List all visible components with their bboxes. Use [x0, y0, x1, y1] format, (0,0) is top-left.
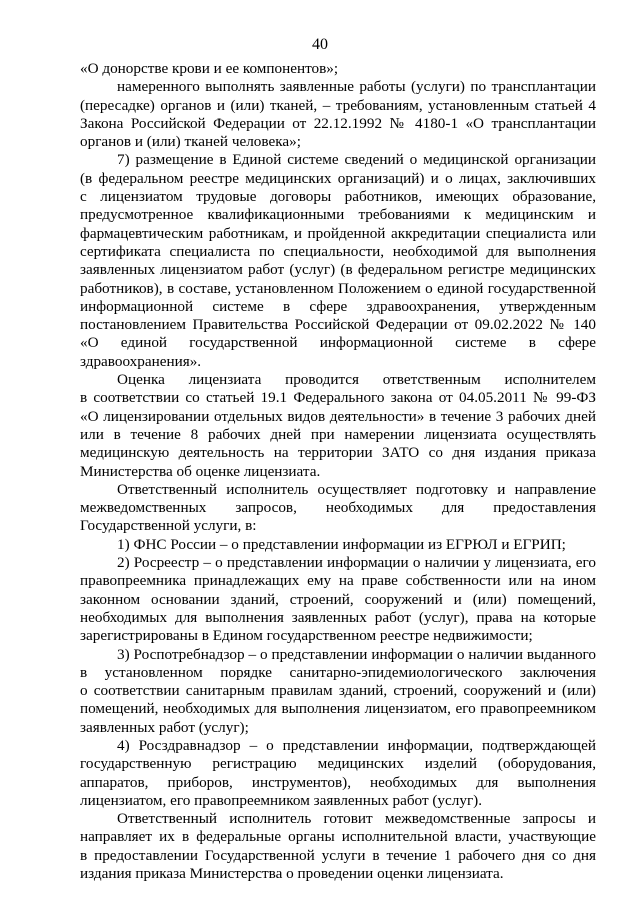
text-line: фармацевтическим работникам, и пройденной аккредитации специалиста или [80, 224, 596, 242]
text-line: Государственной услуги, в: [80, 517, 257, 535]
text-line: государственную регистрацию медицинских изделий (оборудования, [80, 755, 596, 773]
text-line: издания приказа Министерства о проведении оценки лицензиата. [80, 865, 504, 883]
text-line: работников), в составе, установленном Положением о единой государственной [80, 279, 596, 297]
text-line: Ответственный исполнитель осуществляет подготовку и направление [117, 480, 596, 498]
text-line: Министерства об оценке лицензиата. [80, 462, 321, 480]
text-line: 2) Росреестр – о представлении информации о наличии у лицензиата, его [117, 554, 596, 572]
text-line: правопреемника принадлежащих ему на праве собственности или на ином [80, 572, 596, 590]
text-line: здравоохранения». [80, 352, 202, 370]
text-line: постановлением Правительства Российской Федерации от 09.02.2022 № 140 [80, 316, 596, 334]
text-line: лицензиатом, его правопреемником заявленных работ (услуг). [80, 791, 483, 809]
text-line: намеренного выполнять заявленные работы (услуги) по трансплантации [117, 78, 596, 96]
text-line: сертификата специалиста по специальности, необходимой для выполнения [80, 242, 596, 260]
text-line: 7) размещение в Единой системе сведений о медицинской организации [117, 151, 596, 169]
text-line: медицинскую деятельность на территории ЗАТО со дня издания приказа [80, 444, 596, 462]
text-line: направляет их в федеральные органы исполнительной власти, участвующие [80, 828, 596, 846]
text-line: «О лицензировании отдельных видов деятельности» в течение 3 рабочих дней [80, 407, 596, 425]
text-line: зарегистрированы в Едином государственном реестре недвижимости; [80, 627, 533, 645]
text-line: органов и (или) тканей человека»; [80, 133, 301, 151]
text-line: «О единой государственной информационной системе в сфере [80, 334, 596, 352]
text-line: аппаратов, приборов, инструментов), необходимых для выполнения [80, 773, 596, 791]
text-line: 3) Роспотребнадзор – о представлении информации о наличии выданного [117, 645, 596, 663]
text-line: межведомственных запросов, необходимых для предоставления [80, 499, 596, 517]
text-line: Ответственный исполнитель готовит межведомственные запросы и [117, 810, 596, 828]
text-line: в соответствии со статьей 19.1 Федерального закона от 04.05.2011 № 99-ФЗ [80, 389, 596, 407]
text-line: необходимых для выполнения заявленных работ (услуг), права на которые [80, 608, 596, 626]
text-line: (пересадке) органов и (или) тканей, – требованиям, установленным статьей 4 [80, 96, 596, 114]
text-line: (в федеральном реестре медицинских организаций) и о лицах, заключивших [80, 169, 596, 187]
text-line: законном основании зданий, строений, сооружений и (или) помещений, [80, 590, 596, 608]
text-line: 4) Росздравнадзор – о представлении информации, подтверждающей [117, 736, 596, 754]
text-line: о соответствии санитарным правилам зданий, строений, сооружений и (или) [80, 682, 596, 700]
text-line: Оценка лицензиата проводится ответственным исполнителем [117, 371, 596, 389]
text-line: 1) ФНС России – о представлении информации из ЕГРЮЛ и ЕГРИП; [117, 535, 566, 553]
text-line: информационной системе в сфере здравоохранения, утвержденным [80, 297, 596, 315]
text-line: или в течение 8 рабочих дней при намерении лицензиата осуществлять [80, 425, 596, 443]
text-line: предусмотренное квалификационными требованиями к медицинским и [80, 206, 596, 224]
body-text [80, 60, 596, 883]
text-line: «О донорстве крови и ее компонентов»; [80, 60, 339, 77]
text-line: в предоставлении Государственной услуги в течение 1 рабочего дня со дня [80, 846, 596, 864]
text-line: с лицензиатом трудовые договоры работников, имеющих образование, [80, 188, 596, 206]
text-line: помещений, необходимых для выполнения лицензиатом, его правопреемником [80, 700, 596, 718]
text-line: Закона Российской Федерации от 22.12.1992 № 4180-1 «О трансплантации [80, 114, 596, 132]
text-line: в установленном порядке санитарно-эпидемиологического заключения [80, 663, 596, 681]
page-number: 40 [312, 36, 328, 53]
text-line: заявленных лицензиатом работ (услуг) (в федеральном регистре медицинских [80, 261, 596, 279]
text-line: заявленных работ (услуг); [80, 718, 249, 736]
